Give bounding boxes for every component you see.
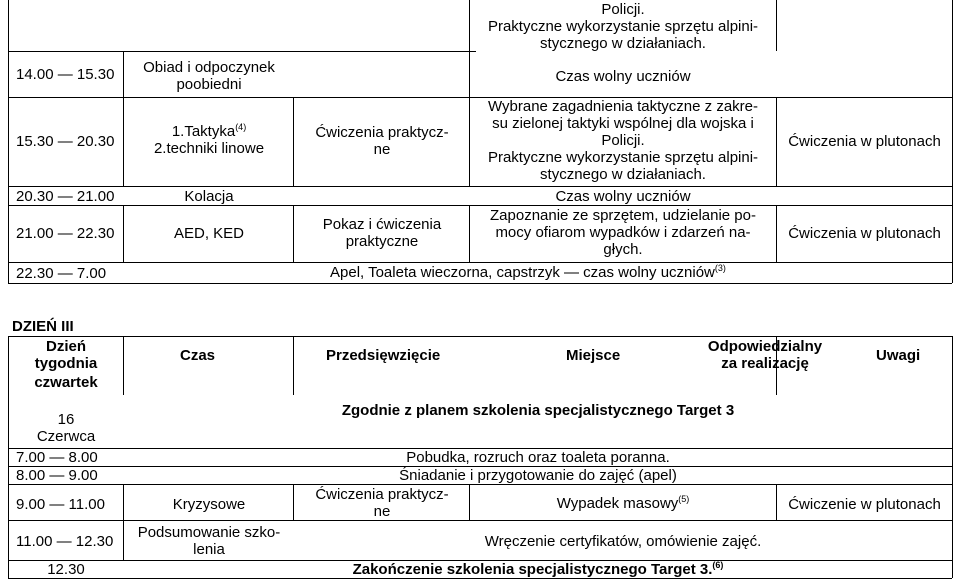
header-event: Przedsięwzięcie	[326, 347, 441, 364]
description-cell: Zakończenie szkolenia specjalistycznego Target 3.$^{(6)}$	[352, 560, 724, 578]
form-cell: Ćwiczenia praktycz- ne	[315, 124, 449, 158]
column-divider	[952, 0, 953, 283]
description-cell: Wybrane zagadnienia taktyczne z zakre- su zielonej taktyki wspólnej dla wojska i Policji. Praktyczne wykorzystanie sprzętu alpini- stycznego w działaniach.	[487, 98, 759, 183]
subject-cell: Podsumowanie szko- lenia	[137, 524, 281, 558]
row-divider	[8, 262, 952, 263]
column-divider	[8, 0, 9, 283]
description-cell: Apel, Toaleta wieczorna, capstrzyk — czas wolny uczniów$^{(3)}$	[330, 263, 726, 281]
place-cell: Ćwiczenia w plutonach	[788, 133, 941, 150]
row-divider	[8, 186, 952, 187]
header-responsible: Odpowiedzialny za realizację	[707, 338, 823, 372]
subject-cell: Kryzysowe	[172, 496, 246, 513]
date-cell: 16 Czerwca	[36, 411, 96, 445]
row-divider	[8, 283, 952, 284]
form-cell: Pokaz i ćwiczenia praktyczne	[322, 216, 442, 250]
place-cell: Ćwiczenia w plutonach	[788, 225, 941, 242]
plan-note: Zgodnie z planem szkolenia specjalistycznego Target 3	[341, 402, 735, 419]
description-cell: Wypadek masowy$^{(5)}$	[556, 494, 690, 512]
row-divider	[8, 51, 476, 52]
column-divider	[776, 0, 777, 51]
time-cell: 7.00 — 8.00	[16, 449, 98, 466]
header-place: Miejsce	[566, 347, 621, 364]
header-day: Dzień tygodnia	[34, 338, 98, 372]
column-divider	[293, 336, 294, 395]
row-divider	[8, 484, 952, 485]
time-cell: 11.00 — 12.30	[16, 533, 114, 550]
description-cell: Śniadanie i przygotowanie do zajęć (apel)	[399, 467, 677, 484]
time-cell: 22.30 — 7.00	[16, 265, 107, 282]
row-divider	[8, 520, 952, 521]
day-title: DZIEŃ III	[12, 318, 74, 335]
description-cell: Czas wolny uczniów	[555, 188, 691, 205]
place-cell: Ćwiczenie w plutonach	[788, 496, 941, 513]
event-cell: Kolacja	[184, 188, 234, 205]
column-divider	[123, 336, 124, 395]
description-cell: Zapoznanie ze sprzętem, udzielanie po- mocy ofiarom wypadków i zdarzeń na- głych.	[490, 207, 756, 258]
column-divider	[952, 336, 953, 578]
row-divider	[8, 578, 952, 579]
weekday-cell: czwartek	[34, 374, 98, 391]
row-divider	[8, 205, 952, 206]
event-cell: Obiad i odpoczynek poobiedni	[143, 59, 275, 93]
time-cell: 21.00 — 22.30	[16, 225, 115, 242]
column-divider	[8, 336, 9, 578]
description-cell: Czas wolny uczniów	[555, 68, 691, 85]
continued-description: Policji. Praktyczne wykorzystanie sprzętu alpini- stycznego w działaniach.	[487, 1, 759, 52]
subject-cell: 1.Taktyka$^{(4)}$ 2.techniki linowe	[153, 122, 265, 157]
time-cell: 8.00 — 9.00	[16, 467, 98, 484]
time-cell: 9.00 — 11.00	[16, 496, 105, 513]
time-cell: 12.30	[47, 561, 85, 578]
time-cell: 14.00 — 15.30	[16, 66, 115, 83]
form-cell: Ćwiczenia praktycz- ne	[315, 486, 449, 520]
subject-cell: AED, KED	[173, 225, 245, 242]
time-cell: 20.30 — 21.00	[16, 188, 115, 205]
time-cell: 15.30 — 20.30	[16, 133, 115, 150]
row-divider	[8, 336, 952, 337]
description-cell: Wręczenie certyfikatów, omówienie zajęć.	[484, 533, 762, 550]
header-notes: Uwagi	[876, 347, 921, 364]
header-time: Czas	[180, 347, 216, 364]
description-cell: Pobudka, rozruch oraz toaleta poranna.	[406, 449, 670, 466]
